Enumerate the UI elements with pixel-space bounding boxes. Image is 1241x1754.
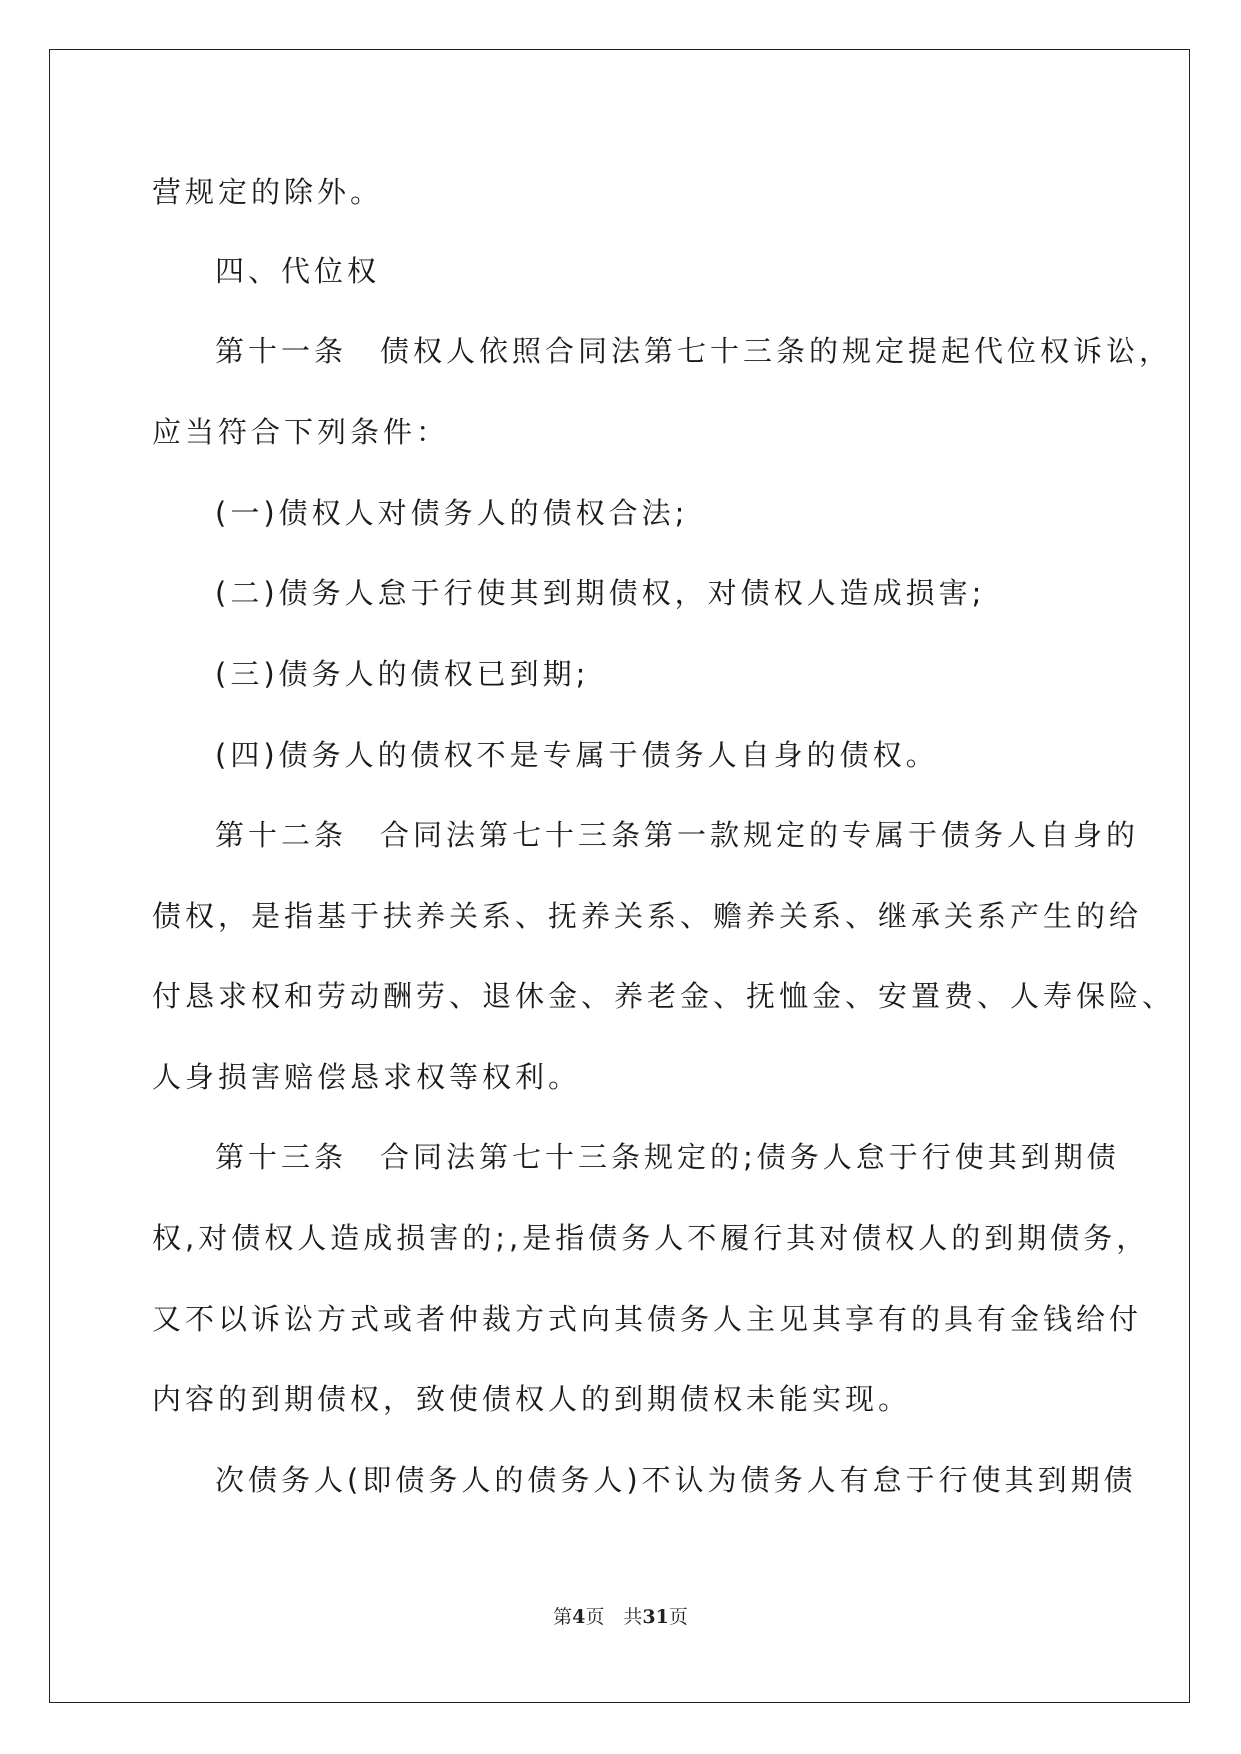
text-line: 又不以诉讼方式或者仲裁方式向其债务人主见其享有的具有金钱给付	[152, 1302, 1143, 1336]
text-line: 权,对债权人造成损害的;,是指债务人不履行其对债权人的到期债务，	[152, 1221, 1150, 1255]
text-line: 债权，是指基于扶养关系、抚养关系、赡养关系、继承关系产生的给	[152, 899, 1143, 933]
list-item: (一)债权人对债务人的债权合法;	[215, 496, 689, 530]
text-line: 人身损害赔偿恳求权等权利。	[152, 1060, 582, 1094]
list-item: (三)债务人的债权已到期;	[215, 657, 590, 691]
list-item: (四)债务人的债权不是专属于债务人自身的债权。	[215, 738, 939, 772]
text-line: 第十二条 合同法第七十三条第一款规定的专属于债务人自身的	[215, 818, 1140, 852]
text-line: 第十一条 债权人依照合同法第七十三条的规定提起代位权诉讼，	[215, 334, 1173, 368]
footer-suffix: 页	[668, 1606, 688, 1628]
text-line: 次债务人(即债务人的债务人)不认为债务人有怠于行使其到期债	[215, 1463, 1137, 1497]
text-line: 内容的到期债权，致使债权人的到期债权未能实现。	[152, 1382, 912, 1416]
footer-mid: 页 共	[585, 1606, 643, 1628]
list-item: (二)债务人怠于行使其到期债权，对债权人造成损害;	[215, 576, 986, 610]
footer-prefix: 第	[553, 1606, 573, 1628]
text-line: 应当符合下列条件：	[152, 415, 450, 449]
text-line: 第十三条 合同法第七十三条规定的;债务人怠于行使其到期债	[215, 1140, 1120, 1174]
current-page-number: 4	[572, 1606, 586, 1628]
text-line: 营规定的除外。	[152, 175, 384, 209]
text-line: 付恳求权和劳动酬劳、退休金、养老金、抚恤金、安置费、人寿保险、	[152, 979, 1176, 1013]
page-footer	[0, 1602, 1241, 1629]
section-heading: 四、代位权	[215, 254, 381, 288]
total-pages-number: 31	[642, 1606, 669, 1628]
page-border	[49, 49, 1190, 1703]
